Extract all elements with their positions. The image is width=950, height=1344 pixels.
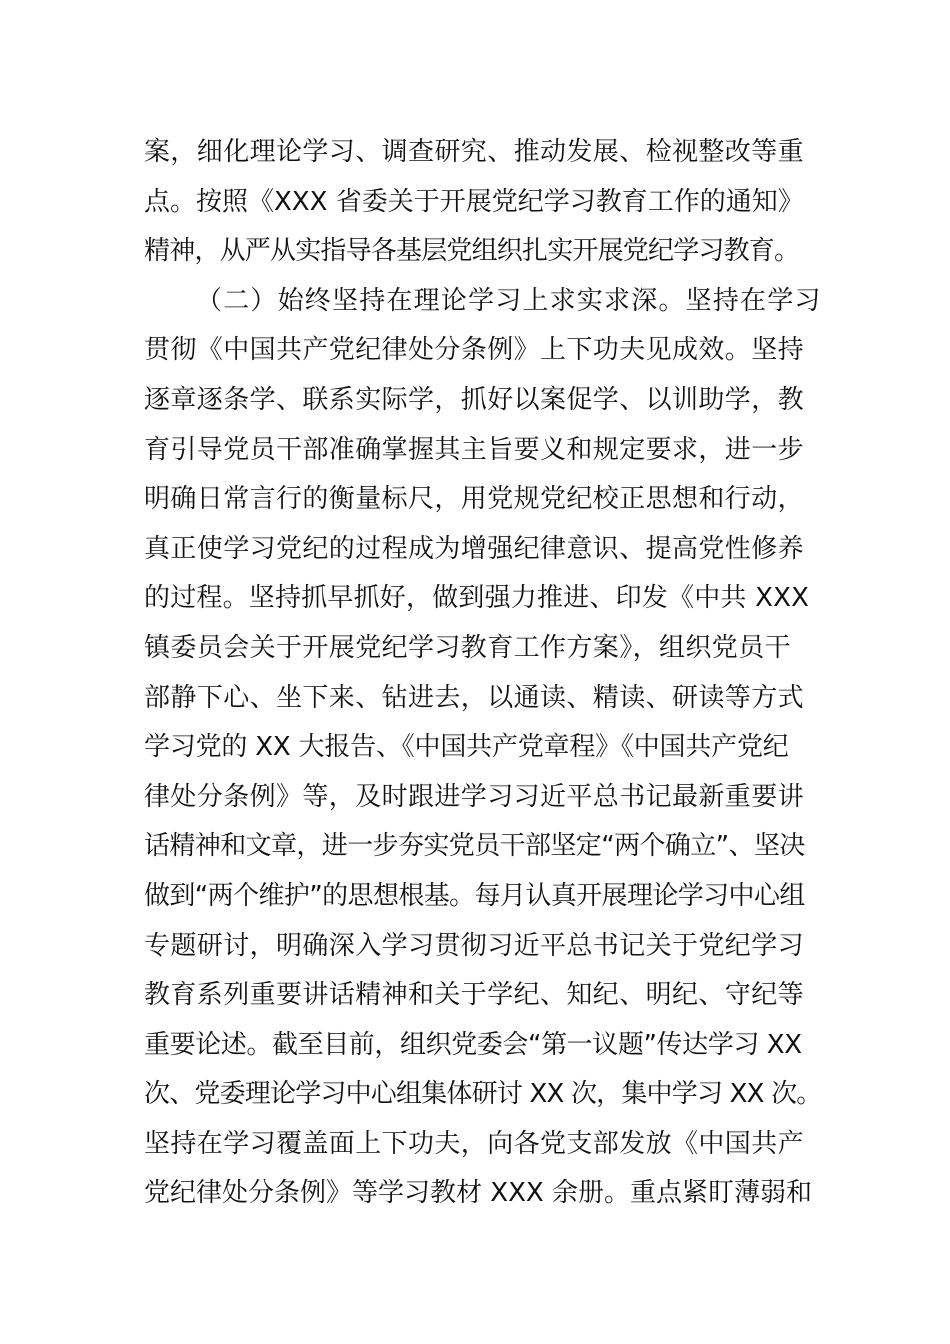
text-line: 学习党的 XX 大报告、《中国共产党章程》《中国共产党纪 (144, 732, 789, 763)
text-line: 律处分条例》等，及时跟进学习习近平总书记最新重要讲 (144, 781, 805, 812)
section-heading-line: （二）始终坚持在理论学习上求实求深。坚持在学习 (196, 285, 822, 316)
text-line: 点。按照《XXX 省委关于开展党纪学习教育工作的通知》 (144, 186, 804, 217)
text-line: 部静下心、坐下来、钻进去，以通读、精读、研读等方式 (144, 682, 805, 713)
text-line: 教育系列重要讲话精神和关于学纪、知纪、明纪、守纪等 (144, 980, 805, 1011)
text-line: 做到“两个维护”的思想根基。每月认真开展理论学习中心组 (144, 880, 805, 911)
text-line: 真正使学习党纪的过程成为增强纪律意识、提高党性修养 (144, 533, 805, 564)
text-line: 的过程。坚持抓早抓好，做到强力推进、印发《中共 XXX (144, 583, 810, 614)
text-line: 案，细化理论学习、调查研究、推动发展、检视整改等重 (144, 137, 805, 167)
text-line: 逐章逐条学、联系实际学，抓好以案促学、以训助学，教 (144, 384, 805, 415)
body-text (144, 128, 824, 1219)
text-line: 党纪律处分条例》等学习教材 XXX 余册。重点紧盯薄弱和 (144, 1178, 812, 1209)
text-line: 贯彻《中国共产党纪律处分条例》上下功夫见成效。坚持 (144, 335, 805, 366)
text-line: 专题研讨，明确深入学习贯彻习近平总书记关于党纪学习 (144, 930, 805, 961)
text-line: 明确日常言行的衡量标尺，用党规党纪校正思想和行动， (144, 484, 805, 515)
text-line: 育引导党员干部准确掌握其主旨要义和规定要求，进一步 (144, 434, 805, 465)
text-line: 精神，从严从实指导各基层党组织扎实开展党纪学习教育。 (144, 236, 800, 267)
text-line: 次、党委理论学习中心组集体研讨 XX 次，集中学习 XX 次。 (144, 1079, 822, 1110)
text-line: 话精神和文章，进一步夯实党员干部坚定“两个确立”、坚决 (144, 831, 805, 862)
text-line: 重要论述。截至目前，组织党委会“第一议题”传达学习 XX (144, 1029, 802, 1060)
text-line: 镇委员会关于开展党纪学习教育工作方案》，组织党员干 (144, 632, 792, 663)
text-line: 坚持在学习覆盖面上下功夫，向各党支部发放《中国共产 (144, 1128, 805, 1159)
